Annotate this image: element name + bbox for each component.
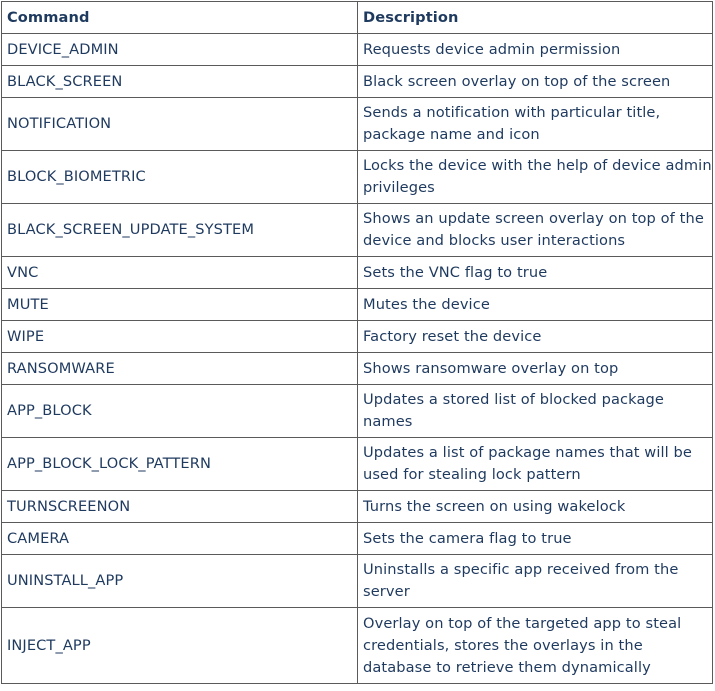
command-cell: APP_BLOCK_LOCK_PATTERN [2, 438, 358, 491]
table-row [2, 98, 713, 151]
header-command: Command [2, 2, 358, 34]
command-cell: APP_BLOCK [2, 385, 358, 438]
description-cell: Shows ransomware overlay on top [358, 353, 713, 385]
table-header-row [2, 2, 713, 34]
table-row [2, 438, 713, 491]
table-row [2, 204, 713, 257]
table-row [2, 289, 713, 321]
table-row [2, 321, 713, 353]
table-row [2, 523, 713, 555]
description-cell: Sends a notification with particular title, package name and icon [358, 98, 713, 151]
command-cell: RANSOMWARE [2, 353, 358, 385]
description-cell: Factory reset the device [358, 321, 713, 353]
command-cell: WIPE [2, 321, 358, 353]
description-cell: Requests device admin permission [358, 34, 713, 66]
description-cell: Uninstalls a specific app received from the server [358, 555, 713, 608]
command-cell: TURNSCREENON [2, 491, 358, 523]
table-row [2, 385, 713, 438]
description-cell: Shows an update screen overlay on top of the device and blocks user interactions [358, 204, 713, 257]
command-cell: MUTE [2, 289, 358, 321]
command-cell: CAMERA [2, 523, 358, 555]
description-cell: Mutes the device [358, 289, 713, 321]
table-row [2, 491, 713, 523]
description-cell: Sets the VNC flag to true [358, 257, 713, 289]
header-description: Description [358, 2, 713, 34]
command-cell: UNINSTALL_APP [2, 555, 358, 608]
command-cell: BLACK_SCREEN_UPDATE_SYSTEM [2, 204, 358, 257]
description-cell: Updates a list of package names that will be used for stealing lock pattern [358, 438, 713, 491]
table-row [2, 608, 713, 684]
description-cell: Turns the screen on using wakelock [358, 491, 713, 523]
table-row [2, 555, 713, 608]
description-cell: Overlay on top of the targeted app to steal credentials, stores the overlays in the database to retrieve them dynamically [358, 608, 713, 684]
command-cell: BLOCK_BIOMETRIC [2, 151, 358, 204]
command-cell: NOTIFICATION [2, 98, 358, 151]
command-cell: VNC [2, 257, 358, 289]
table-row [2, 34, 713, 66]
description-cell: Updates a stored list of blocked package names [358, 385, 713, 438]
command-table-container [1, 1, 713, 684]
table-row [2, 257, 713, 289]
description-cell: Black screen overlay on top of the screen [358, 66, 713, 98]
table-row [2, 353, 713, 385]
command-cell: DEVICE_ADMIN [2, 34, 358, 66]
table-row [2, 66, 713, 98]
command-table [1, 1, 713, 684]
command-cell: INJECT_APP [2, 608, 358, 684]
description-cell: Locks the device with the help of device admin privileges [358, 151, 713, 204]
description-cell: Sets the camera flag to true [358, 523, 713, 555]
command-cell: BLACK_SCREEN [2, 66, 358, 98]
table-row [2, 151, 713, 204]
